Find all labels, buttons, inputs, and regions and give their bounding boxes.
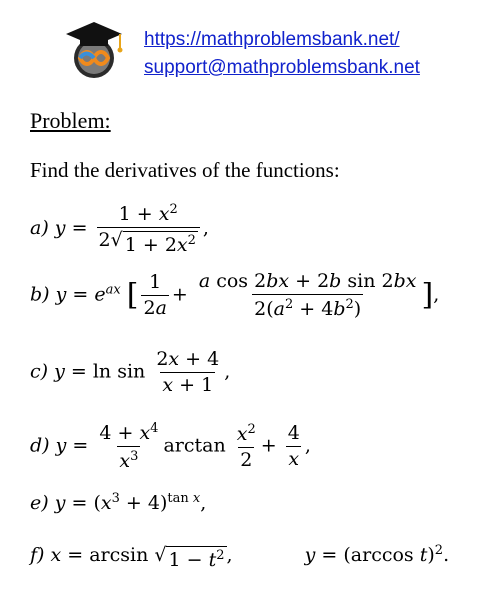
graduation-cap-globe-logo	[58, 14, 130, 86]
header-links	[144, 26, 420, 82]
problem-heading: Problem:	[30, 108, 111, 133]
logo	[58, 14, 130, 86]
equation-d: d) y = $\frac{4 + x^4}{x^3}$ arctan $\frac{x^2}{2}$ + $\frac{4}{x}$ ,	[30, 421, 311, 472]
item-label: d)	[30, 434, 50, 457]
item-label: b)	[30, 283, 50, 306]
equation-a: a) y = $1 + x^2$ 2 √ $1 + 2x^2$ ,	[30, 202, 209, 256]
problem-intro: Find the derivatives of the functions:	[30, 158, 340, 182]
equation-c: c) y = ln sin $\frac{2x + 4}{x + 1}$ ,	[30, 348, 231, 396]
item-label: a)	[30, 217, 49, 239]
item-label: e)	[30, 492, 49, 514]
equation-b: b) $y = e^{ax}$ [ $\frac{1}{2a}$ + $\frac{\text{a cos 2bx + 2b sin 2bx}}{2(a^2 + 4b^2)}$ ],	[30, 270, 440, 320]
site-link[interactable]: https://mathproblemsbank.net/	[144, 29, 400, 50]
equation-e: e) $y = (x^3 + 4)^{tan x}$,	[30, 491, 207, 514]
support-email-link[interactable]: support@mathproblemsbank.net	[144, 57, 420, 78]
item-label: c)	[30, 360, 49, 383]
equation-f: f) x = arcsin √ $1 - t^2$ , y = (arccos t)$^2$.	[30, 543, 450, 571]
item-label: f)	[30, 544, 45, 566]
